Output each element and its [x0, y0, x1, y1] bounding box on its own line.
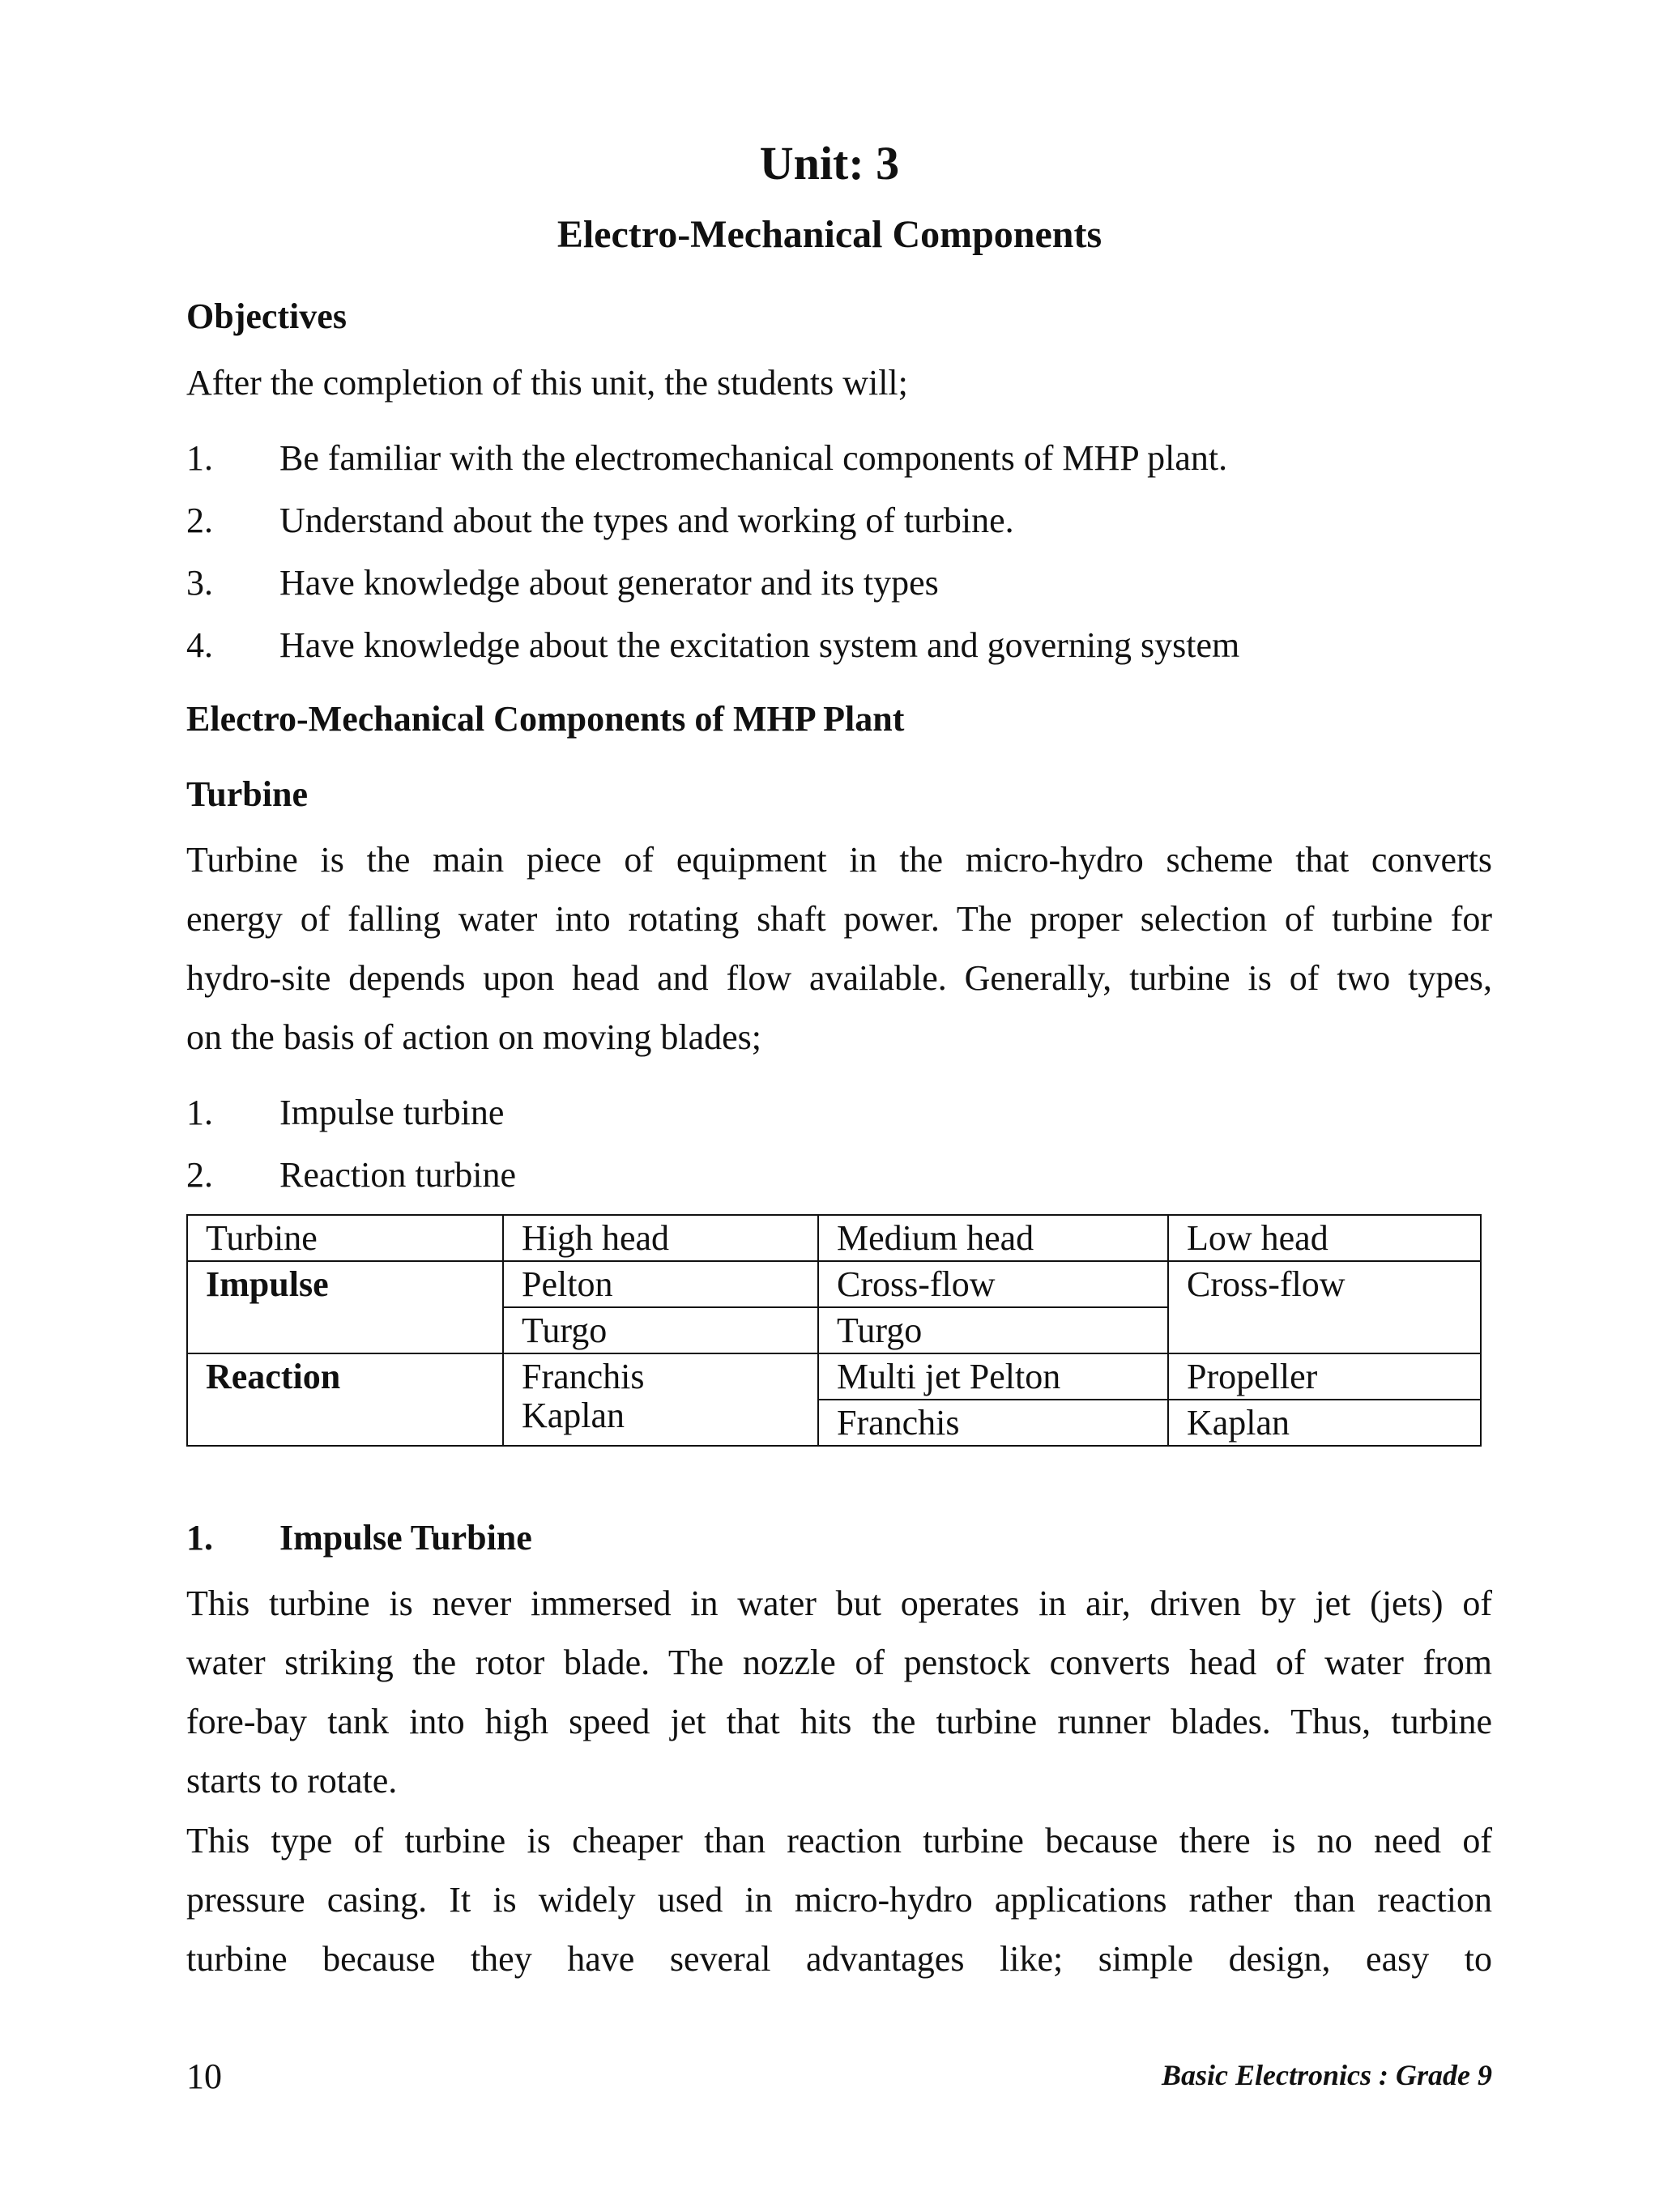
- impulse-section-number: 1.: [186, 1518, 213, 1558]
- table-header-cell: Low head: [1168, 1215, 1481, 1261]
- paragraph-line: pressure casing. It is widely used in micro-hydro applications rather than reaction: [186, 1880, 1492, 1920]
- objective-number: 1.: [186, 438, 213, 478]
- table-cell: Kaplan: [503, 1400, 818, 1446]
- paragraph-line: This type of turbine is cheaper than reaction turbine because there is no need of: [186, 1821, 1492, 1860]
- table-row: [187, 1353, 1481, 1400]
- table-cell: Cross-flow: [818, 1261, 1168, 1307]
- components-heading: Electro-Mechanical Components of MHP Plant: [186, 699, 905, 739]
- turbine-heading: Turbine: [186, 774, 309, 814]
- objectives-intro: After the completion of this unit, the students will;: [186, 363, 908, 403]
- table-cell: Turgo: [818, 1307, 1168, 1353]
- paragraph-line: hydro-site depends upon head and flow available. Generally, turbine is of two types,: [186, 958, 1492, 998]
- running-footer: Basic Electronics : Grade 9: [1162, 2059, 1492, 2091]
- paragraph-line: on the basis of action on moving blades;: [186, 1017, 761, 1057]
- page-number: 10: [186, 2056, 222, 2096]
- table-cell: Multi jet Pelton: [818, 1353, 1168, 1400]
- objective-item: Be familiar with the electromechanical components of MHP plant.: [279, 438, 1228, 478]
- paragraph-line: turbine because they have several advantages like; simple design, easy to: [186, 1939, 1492, 1979]
- paragraph-line: starts to rotate.: [186, 1761, 398, 1801]
- table-header-cell: High head: [503, 1215, 818, 1261]
- turbine-type-number: 2.: [186, 1155, 213, 1195]
- objective-number: 4.: [186, 625, 213, 665]
- table-cell: Pelton: [503, 1261, 818, 1307]
- table-cell: Turgo: [503, 1307, 818, 1353]
- paragraph-line: fore-bay tank into high speed jet that hits the turbine runner blades. Thus, turbine: [186, 1702, 1492, 1741]
- objective-item: Understand about the types and working of turbine.: [279, 501, 1014, 540]
- paragraph-line: Turbine is the main piece of equipment in the micro-hydro scheme that converts: [186, 840, 1492, 880]
- objective-number: 2.: [186, 501, 213, 540]
- table-cell: Cross-flow: [1168, 1261, 1481, 1353]
- impulse-section-heading: Impulse Turbine: [279, 1518, 532, 1558]
- turbine-type: Reaction turbine: [279, 1155, 517, 1195]
- turbine-type: Impulse turbine: [279, 1093, 505, 1132]
- table-cell: Franchis: [503, 1353, 818, 1400]
- table-cell: Kaplan: [1168, 1400, 1481, 1446]
- impulse-label-cell: Impulse: [187, 1261, 503, 1353]
- table-header-row: [187, 1215, 1481, 1261]
- impulse-paragraph-1: [186, 1574, 1492, 1810]
- unit-title: Unit: 3: [759, 137, 900, 190]
- turbine-paragraph: [186, 830, 1492, 1067]
- turbine-type-number: 1.: [186, 1093, 213, 1132]
- reaction-label-cell: Reaction: [187, 1353, 503, 1446]
- turbine-classification-table: [186, 1214, 1482, 1447]
- unit-subtitle: Electro-Mechanical Components: [557, 213, 1102, 256]
- paragraph-line: This turbine is never immersed in water but operates in air, driven by jet (jets) of: [186, 1583, 1492, 1623]
- objective-item: Have knowledge about the excitation system and governing system: [279, 625, 1240, 665]
- table-row: [187, 1261, 1481, 1307]
- impulse-paragraph-2: [186, 1811, 1492, 1988]
- paragraph-line: energy of falling water into rotating shaft power. The proper selection of turbine for: [186, 899, 1492, 939]
- objective-number: 3.: [186, 563, 213, 603]
- table-cell: Propeller: [1168, 1353, 1481, 1400]
- objective-item: Have knowledge about generator and its types: [279, 563, 939, 603]
- table-header-cell: Medium head: [818, 1215, 1168, 1261]
- paragraph-line: water striking the rotor blade. The nozzle of penstock converts head of water from: [186, 1643, 1492, 1682]
- table-header-cell: Turbine: [187, 1215, 503, 1261]
- table-cell: Franchis: [818, 1400, 1168, 1446]
- objectives-heading: Objectives: [186, 296, 347, 336]
